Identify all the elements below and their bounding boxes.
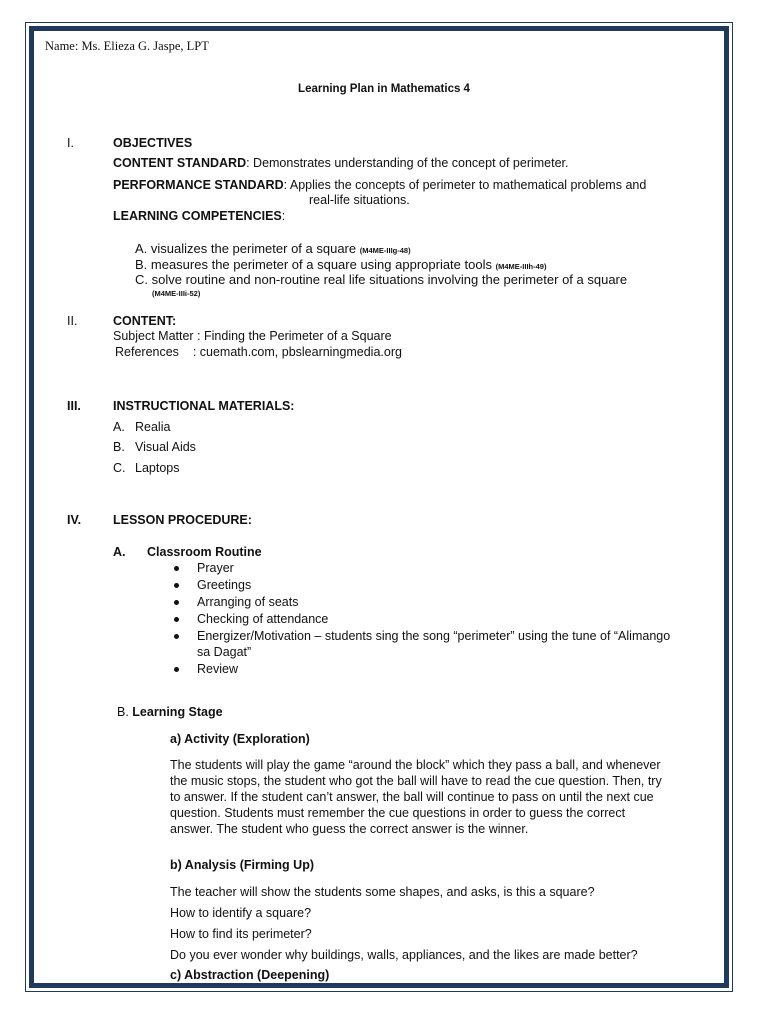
performance-standard	[113, 178, 646, 192]
instructional-materials-heading: INSTRUCTIONAL MATERIALS:	[113, 399, 295, 413]
competency-b	[135, 257, 546, 272]
bullet-icon	[174, 634, 179, 639]
abstraction-heading: c) Abstraction (Deepening)	[170, 968, 330, 982]
competency-c-code: (M4ME-IIIi-52)	[152, 289, 201, 298]
section-ii-numeral: II.	[67, 314, 78, 328]
material-c-letter: C.	[113, 461, 126, 475]
material-b-letter: B.	[113, 440, 125, 454]
activity-line: The students will play the game “around the block” which they pass a ball, and whenever	[170, 758, 661, 772]
page-border	[29, 26, 729, 988]
bullet-icon	[174, 583, 179, 588]
content-standard-label: CONTENT STANDARD	[113, 156, 247, 170]
teacher-name: Name: Ms. Elieza G. Jaspe, LPT	[45, 39, 209, 53]
competency-b-code: (M4ME-IIIh-49)	[495, 262, 547, 271]
bullet-icon	[174, 566, 179, 571]
material-a: Realia	[135, 420, 171, 434]
material-c: Laptops	[135, 461, 180, 475]
section-i-numeral: I.	[67, 136, 74, 150]
objectives-heading: OBJECTIVES	[113, 136, 193, 150]
learning-stage	[117, 705, 223, 719]
performance-standard-label: PERFORMANCE STANDARD	[113, 178, 284, 192]
competency-a	[135, 241, 411, 256]
classroom-routine-letter: A.	[113, 545, 126, 559]
analysis-line: How to find its perimeter?	[170, 927, 312, 941]
content-heading: CONTENT:	[113, 314, 177, 328]
routine-item: Greetings	[197, 578, 252, 592]
activity-line: answer. The student who guess the correct answer is the winner.	[170, 822, 529, 836]
material-b: Visual Aids	[135, 440, 196, 454]
lesson-procedure-heading: LESSON PROCEDURE:	[113, 513, 252, 527]
performance-standard-text-2: real-life situations.	[309, 193, 410, 207]
learning-stage-letter: B.	[117, 705, 129, 719]
routine-item-continued: sa Dagat”	[197, 645, 252, 659]
routine-item: Energizer/Motivation – students sing the song “perimeter” using the tune of “Alimango	[197, 629, 671, 643]
learning-competencies-colon: :	[281, 209, 286, 223]
learning-competencies	[113, 209, 285, 223]
material-a-letter: A.	[113, 420, 125, 434]
competency-a-code: (M4ME-IIIg-48)	[359, 246, 411, 255]
routine-item: Arranging of seats	[197, 595, 299, 609]
bullet-icon	[174, 667, 179, 672]
content-standard-text: : Demonstrates understanding of the concept of perimeter.	[246, 156, 569, 170]
content-standard	[113, 156, 569, 170]
competency-c-text: C. solve routine and non-routine real life situations involving the perimeter of a square	[135, 272, 628, 287]
routine-item: Checking of attendance	[197, 612, 329, 626]
activity-line: to answer. If the student can’t answer, the ball will continue to pass on until the next cue	[170, 790, 654, 804]
references: References : cuemath.com, pbslearningmedia.org	[115, 345, 402, 359]
learning-stage-heading: Learning Stage	[132, 705, 223, 719]
analysis-heading: b) Analysis (Firming Up)	[170, 858, 314, 872]
routine-item: Prayer	[197, 561, 234, 575]
bullet-icon	[174, 600, 179, 605]
activity-line: question. Students must remember the cue questions in order to guess the correct	[170, 806, 626, 820]
classroom-routine-heading: Classroom Routine	[147, 545, 262, 559]
subject-matter: Subject Matter : Finding the Perimeter of a Square	[113, 329, 392, 343]
routine-item: Review	[197, 662, 238, 676]
document-title: Learning Plan in Mathematics 4	[298, 83, 470, 95]
analysis-line: Do you ever wonder why buildings, walls, appliances, and the likes are made better?	[170, 948, 638, 962]
activity-heading: a) Activity (Exploration)	[170, 732, 310, 746]
analysis-line: The teacher will show the students some shapes, and asks, is this a square?	[170, 885, 595, 899]
activity-line: the music stops, the student who got the ball will have to read the cue question. Then, try	[170, 774, 662, 788]
analysis-line: How to identify a square?	[170, 906, 312, 920]
bullet-icon	[174, 617, 179, 622]
competency-b-text: B. measures the perimeter of a square using appropriate tools	[135, 257, 492, 272]
section-iii-numeral: III.	[67, 399, 81, 413]
performance-standard-text-1: : Applies the concepts of perimeter to mathematical problems and	[283, 178, 647, 192]
section-iv-numeral: IV.	[67, 513, 82, 527]
learning-competencies-label: LEARNING COMPETENCIES	[113, 209, 282, 223]
competency-a-text: A. visualizes the perimeter of a square	[135, 241, 357, 256]
